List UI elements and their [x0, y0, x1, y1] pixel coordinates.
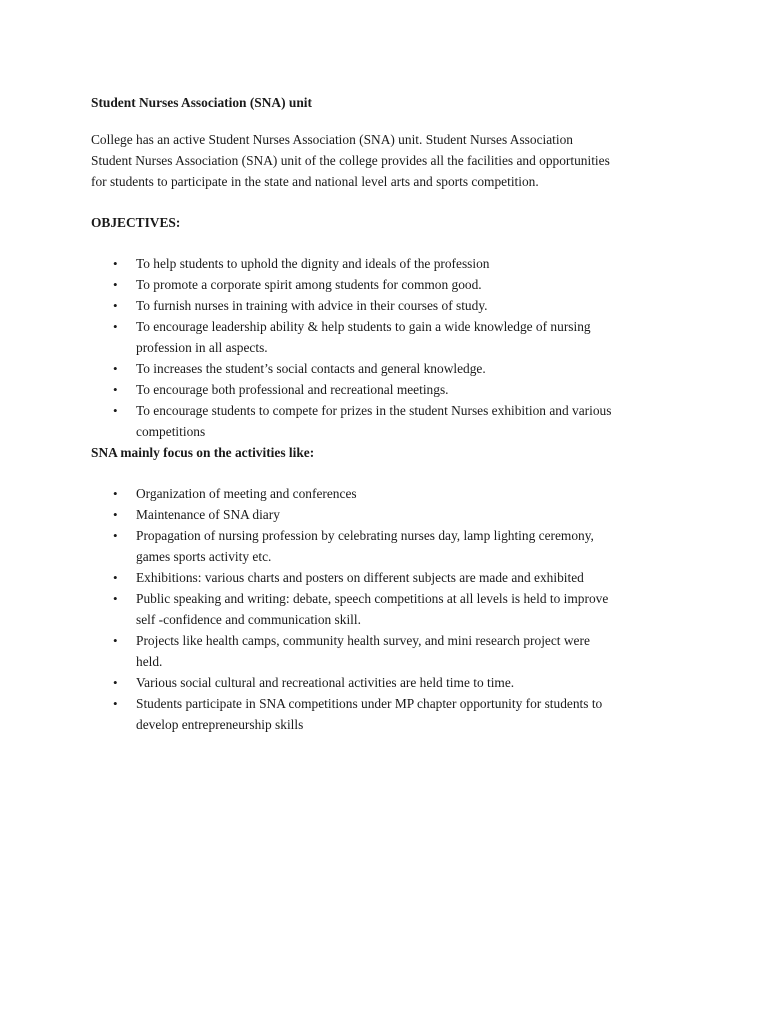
objective-item-text: To encourage students to compete for prizes in the student Nurses exhibition and various	[136, 403, 612, 418]
activity-item	[91, 567, 691, 588]
objective-item	[91, 379, 691, 400]
document-title: Student Nurses Association (SNA) unit	[91, 95, 312, 110]
activity-item-text: Projects like health camps, community health survey, and mini research project were	[136, 633, 590, 648]
objectives-list	[91, 253, 691, 442]
objective-item-text: To help students to uphold the dignity and ideals of the profession	[136, 256, 490, 271]
activity-item	[91, 672, 691, 693]
objective-item-text: To promote a corporate spirit among students for common good.	[136, 277, 482, 292]
objectives-heading: OBJECTIVES:	[91, 215, 181, 230]
activity-item	[91, 630, 691, 672]
objective-item-text: To increases the student’s social contacts and general knowledge.	[136, 361, 486, 376]
intro-line: College has an active Student Nurses Association (SNA) unit. Student Nurses Association	[91, 132, 574, 147]
activity-item-text: games sports activity etc.	[136, 549, 272, 564]
objective-item-text: To encourage both professional and recreational meetings.	[136, 382, 449, 397]
activity-item-text: Various social cultural and recreational activities are held time to time.	[136, 675, 515, 690]
objective-item	[91, 295, 691, 316]
activity-item	[91, 525, 691, 567]
activity-item-text: Maintenance of SNA diary	[136, 507, 280, 522]
document-body	[91, 92, 691, 735]
objective-item	[91, 400, 691, 442]
activity-item-text: Organization of meeting and conferences	[136, 486, 357, 501]
activity-item	[91, 504, 691, 525]
activity-item-text: self -confidence and communication skill.	[136, 612, 361, 627]
activity-item-text: Propagation of nursing profession by celebrating nurses day, lamp lighting ceremony,	[136, 528, 594, 543]
activities-list	[91, 483, 691, 735]
objective-item-text: To encourage leadership ability & help students to gain a wide knowledge of nursing	[136, 319, 591, 334]
objective-item	[91, 358, 691, 379]
objective-item-text: profession in all aspects.	[136, 340, 268, 355]
objective-item-text: To furnish nurses in training with advice in their courses of study.	[136, 298, 488, 313]
activity-item	[91, 483, 691, 504]
activity-item-text: Students participate in SNA competitions under MP chapter opportunity for students to	[136, 696, 603, 711]
objective-item	[91, 274, 691, 295]
intro-paragraph	[91, 129, 691, 192]
activity-item-text: develop entrepreneurship skills	[136, 717, 304, 732]
activity-item-text: Exhibitions: various charts and posters on different subjects are made and exhibited	[136, 570, 584, 585]
activity-item-text: held.	[136, 654, 163, 669]
activity-item	[91, 693, 691, 735]
objective-item	[91, 316, 691, 358]
objective-item-text: competitions	[136, 424, 206, 439]
activity-item-text: Public speaking and writing: debate, speech competitions at all levels is held to improve	[136, 591, 609, 606]
objective-item	[91, 253, 691, 274]
intro-line: for students to participate in the state and national level arts and sports competition.	[91, 174, 539, 189]
activity-item	[91, 588, 691, 630]
intro-line: Student Nurses Association (SNA) unit of the college provides all the facilities and opportunities	[91, 153, 610, 168]
activities-heading: SNA mainly focus on the activities like:	[91, 445, 315, 460]
